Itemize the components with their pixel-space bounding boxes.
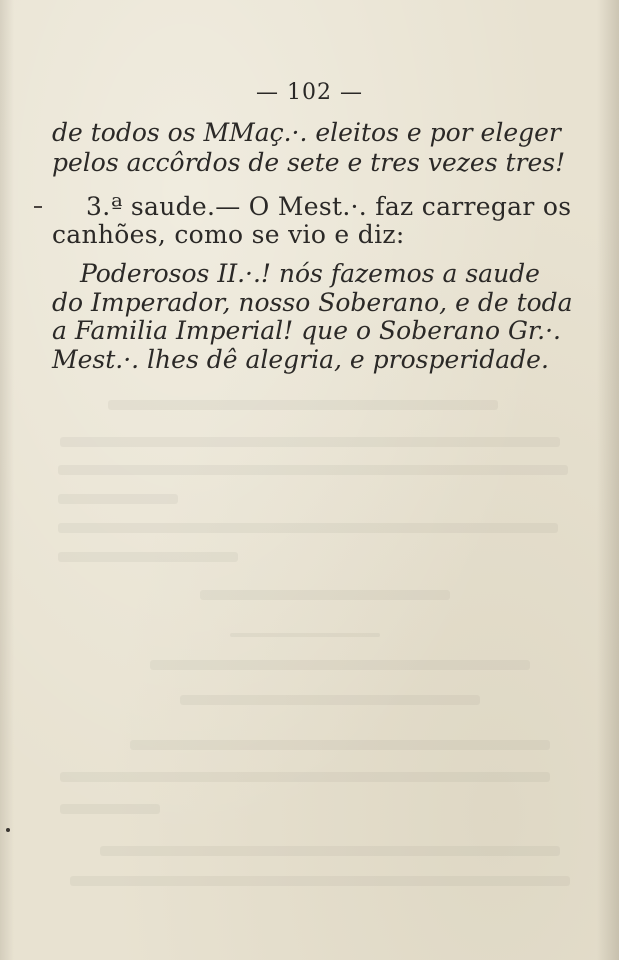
text-line-3: 3.ª saude.— O Mest.·. faz carregar os [86, 192, 572, 221]
page-left-shadow [0, 0, 14, 960]
text-line-6: do Imperador, nosso Soberano, e de toda [52, 288, 573, 317]
text-line-4: canhões, como se vio e diz: [52, 220, 405, 249]
page-number: — 102 — [256, 80, 363, 105]
text-line-7: a Familia Imperial! que o Soberano Gr.·. [52, 316, 561, 345]
text-line-1: de todos os MMaç.·. eleitos e por eleger [52, 118, 561, 147]
text-line-8: Mest.·. lhes dê alegria, e prosperidade. [52, 345, 549, 374]
page-right-shadow [597, 0, 619, 960]
margin-mark [34, 206, 42, 208]
text-line-5: Poderosos II.·.! nós fazemos a saude [80, 259, 540, 288]
ink-speck [6, 828, 10, 832]
text-line-2: pelos accôrdos de sete e tres vezes tres! [52, 148, 566, 177]
